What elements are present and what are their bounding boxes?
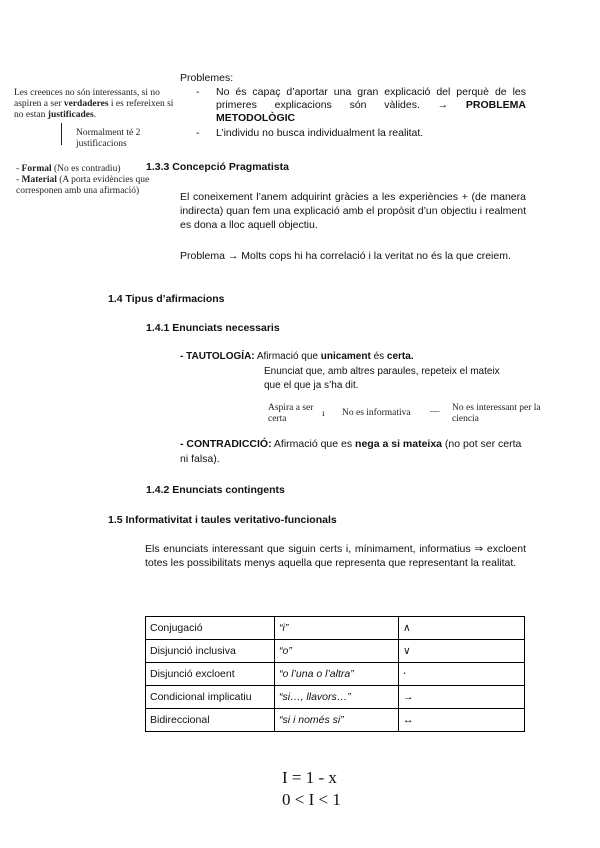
margin-note-bold-justificades: justificades xyxy=(47,110,94,120)
table-cell-symbol: ∨ xyxy=(399,640,525,663)
table-cell-symbol: ⋅ xyxy=(399,663,525,686)
hand-informativa: No es informativa xyxy=(342,408,411,418)
contradiccio-line: - CONTRADICCIÓ: Afirmació que es nega a si mateixa (no pot ser certa ni falsa). xyxy=(180,438,522,465)
margin-note-creences: Les creences no són interessants, si no aspiren a ser verdaderes i es refereixen si no estan justificades. xyxy=(14,88,174,120)
para-pragmatista: El coneixement l’anem adquirint gràcies a les experiències + (de manera indirecta) quan fem una explicació amb el propòsit d’un objectiu i realment es dona a lloc aquell objectiu. xyxy=(180,191,526,231)
problemes-title: Problemes: xyxy=(180,72,234,84)
hand-aspira: Aspira a ser certa xyxy=(268,403,314,424)
heading-141: 1.4.1 Enunciats necessaris xyxy=(146,322,280,334)
margin-note-formal: - Formal (No es contradiu) xyxy=(16,164,121,174)
problemes-list xyxy=(196,86,526,140)
formula-range: 0 < I < 1 xyxy=(282,790,341,809)
table-cell-name: Condicional implicatiu xyxy=(146,686,275,709)
truth-function-table xyxy=(145,616,525,732)
table-row xyxy=(146,686,525,709)
heading-142: 1.4.2 Enunciats contingents xyxy=(146,484,285,496)
table-cell-name: Disjunció excloent xyxy=(146,663,275,686)
dash-bullet: - xyxy=(196,86,200,98)
hand-interessant: No es interessant per la ciencia xyxy=(452,403,541,424)
table-cell-name: Conjugació xyxy=(146,617,275,640)
table-cell-expr: “i” xyxy=(275,617,399,640)
formula-informativitat: I = 1 - x xyxy=(282,768,337,787)
margin-note-bold-verdaderes: verdaderes xyxy=(63,99,109,109)
heading-14: 1.4 Tipus d’afirmacions xyxy=(108,293,225,305)
heading-15: 1.5 Informativitat i taules veritativo-funcionals xyxy=(108,514,337,526)
table-cell-expr: “si i només si” xyxy=(275,709,399,732)
margin-note-justificacions: Normalment té 2 justificacions xyxy=(76,128,141,149)
table-row xyxy=(146,709,525,732)
margin-arrow-line xyxy=(61,123,62,145)
table-cell-expr: “o” xyxy=(275,640,399,663)
table-cell-name: Disjunció inclusiva xyxy=(146,640,275,663)
table-row xyxy=(146,663,525,686)
hand-sep-2: — xyxy=(430,407,440,417)
dash-bullet: - xyxy=(196,127,200,139)
table-cell-expr: “si…, llavors…” xyxy=(275,686,399,709)
table-row xyxy=(146,640,525,663)
tautologia-line2: Enunciat que, amb altres paraules, repeteix el mateix que el que ja s’ha dit. xyxy=(264,366,500,391)
table-cell-symbol: ↔ xyxy=(399,709,525,732)
problemes-item-2: - L’individu no busca individualment la realitat. xyxy=(196,127,424,139)
table-cell-name: Bidireccional xyxy=(146,709,275,732)
tautologia-line1: - TAUTOLOGÍA: Afirmació que unicament és certa. xyxy=(180,351,414,362)
table-cell-symbol: ∧ xyxy=(399,617,525,640)
margin-note-formal-material xyxy=(16,164,164,197)
para-informativitat: Els enunciats interessant que siguin certs i, mínimament, informatius ⇒ excloent totes les possibilitats menys aquella que representa que representant la realitat. xyxy=(145,543,526,569)
table-cell-symbol: → xyxy=(399,686,525,709)
heading-133: 1.3.3 Concepció Pragmatista xyxy=(146,161,289,173)
problemes-item-1: - No és capaç d’aportar una gran explicació del perquè de les primeres explicacions són vàlides. → PROBLEMA METODOLÒGIC xyxy=(196,86,526,124)
hand-sep-1: ı xyxy=(322,409,325,419)
margin-note-material: - Material (A porta evidències que corresponen amb una afirmació) xyxy=(16,175,150,196)
para-problema: Problema → Molts cops hi ha correlació i la veritat no és la que creiem. xyxy=(180,250,511,262)
table-row xyxy=(146,617,525,640)
table-cell-expr: “o l’una o l’altra” xyxy=(275,663,399,686)
